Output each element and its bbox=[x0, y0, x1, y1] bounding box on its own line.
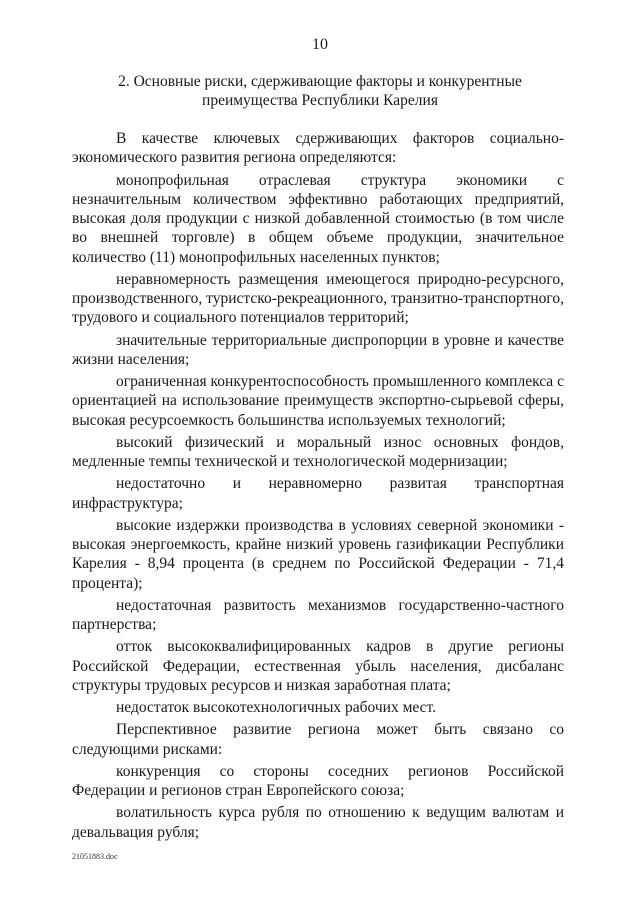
page-number: 10 bbox=[312, 36, 328, 53]
list-item: недостаток высокотехнологичных рабочих мест. bbox=[116, 699, 437, 716]
list-item: высокие издержки производства в условиях северной экономики - высокая энергоемкость, крайне низкий уровень газификации Республики Карелия - 8,94 процента (в среднем по Российской Федерации - 71,4 процента); bbox=[72, 516, 564, 592]
list-item: недостаточная развитость механизмов государственно-частного партнерства; bbox=[72, 596, 564, 633]
document-body bbox=[72, 129, 564, 845]
list-item: высокий физический и моральный износ основных фондов, медленные темпы технической и технологической модернизации; bbox=[72, 433, 564, 470]
paragraph-risks-intro: Перспективное развитие региона может быть связано со следующими рисками: bbox=[72, 721, 564, 758]
file-name-footer: 2105188З.doc bbox=[72, 852, 118, 861]
list-item: волатильность курса рубля по отношению к ведущим валютам и девальвация рубля; bbox=[72, 804, 564, 841]
paragraph-intro: В качестве ключевых сдерживающих факторов социально-экономического развития региона определяются: bbox=[72, 130, 564, 167]
list-item: отток высококвалифицированных кадров в другие регионы Российской Федерации, естественная убыль населения, дисбаланс структуры трудовых ресурсов и низкая заработная плата; bbox=[72, 638, 564, 694]
list-item: недостаточно и неравномерно развитая транспортная инфраструктура; bbox=[72, 475, 564, 512]
list-item: монопрофильная отраслевая структура экономики с незначительным количеством эффективно работающих предприятий, высокая доля продукции с низкой добавленной стоимостью (в том числе во внешней торговле) в общем объеме продукции, значительное количество (11) монопрофильных населенных пунктов; bbox=[72, 171, 564, 266]
section-heading-line-1: 2. Основные риски, сдерживающие факторы и конкурентные bbox=[118, 73, 522, 90]
list-item: неравномерность размещения имеющегося природно-ресурсного, производственного, туристско-рекреационного, транзитно-транспортного, трудового и социального потенциалов территорий; bbox=[72, 270, 564, 327]
section-heading-line-2: преимущества Республики Карелия bbox=[202, 92, 438, 109]
list-item: ограниченная конкурентоспособность промышленного комплекса с ориентацией на использование преимуществ экспортно-сырьевой сферы, высокая ресурсоемкость большинства используемых технологий; bbox=[72, 373, 564, 429]
list-item: конкуренция со стороны соседних регионов Российской Федерации и регионов стран Европейского союза; bbox=[72, 762, 564, 799]
list-item: значительные территориальные диспропорции в уровне и качестве жизни населения; bbox=[72, 331, 564, 368]
section-heading bbox=[100, 72, 540, 110]
